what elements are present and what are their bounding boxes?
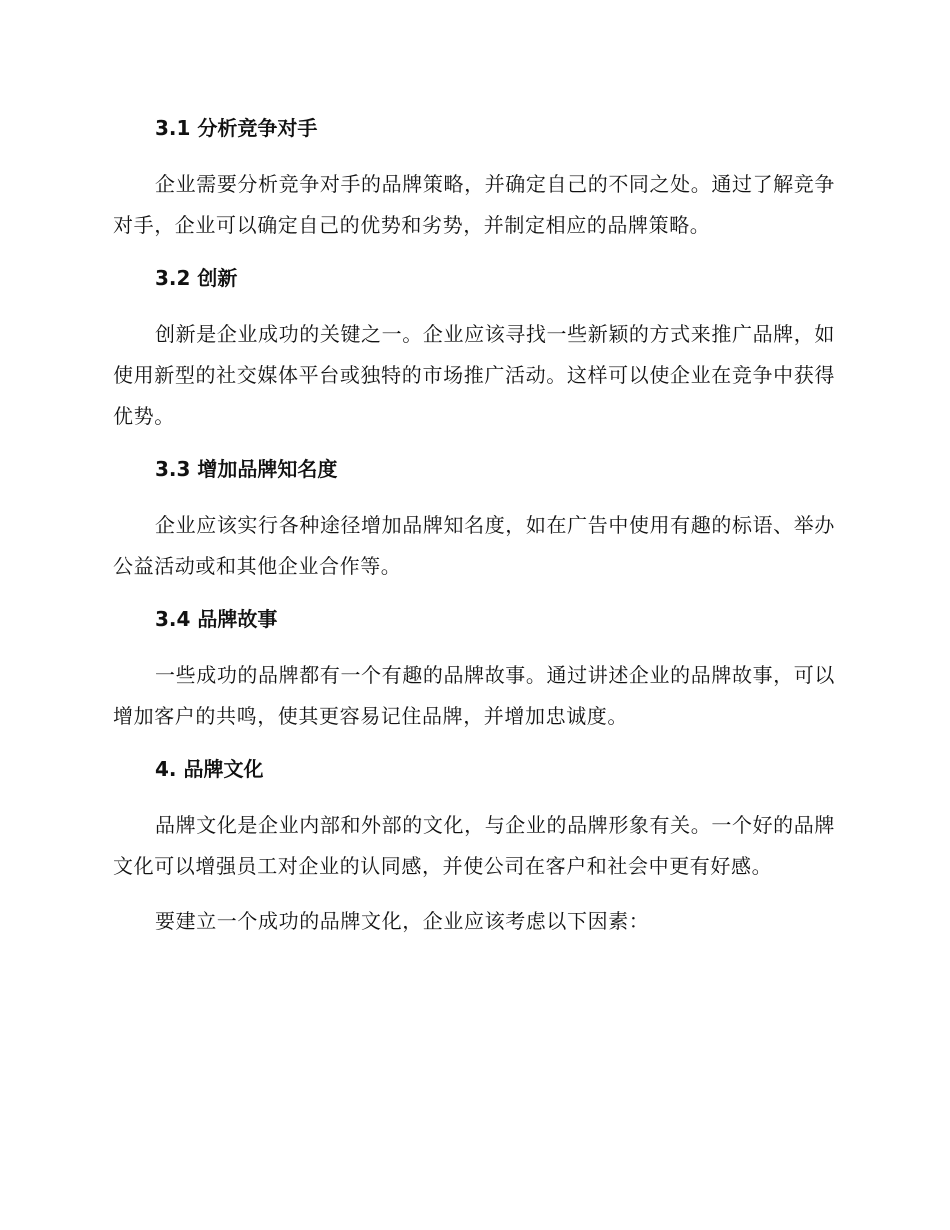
paragraph-brand-story: 一些成功的品牌都有一个有趣的品牌故事。通过讲述企业的品牌故事，可以增加客户的共鸣，使其更容易记住品牌，并增加忠诚度。 (113, 663, 835, 728)
section-heading-3-3: 3.3 增加品牌知名度 (155, 457, 338, 481)
paragraph-brand-culture-factors: 要建立一个成功的品牌文化，企业应该考虑以下因素： (155, 909, 650, 933)
document-page (113, 110, 835, 942)
section-heading-4: 4. 品牌文化 (155, 757, 264, 781)
section-heading-3-2: 3.2 创新 (155, 266, 238, 290)
section-heading-3-1: 3.1 分析竞争对手 (155, 116, 318, 140)
section-heading-3-4: 3.4 品牌故事 (155, 607, 278, 631)
paragraph-competitor-analysis: 企业需要分析竞争对手的品牌策略，并确定自己的不同之处。通过了解竞争对手，企业可以确定自己的优势和劣势，并制定相应的品牌策略。 (113, 172, 835, 237)
paragraph-innovation: 创新是企业成功的关键之一。企业应该寻找一些新颖的方式来推广品牌，如使用新型的社交媒体平台或独特的市场推广活动。这样可以使企业在竞争中获得优势。 (113, 322, 835, 428)
paragraph-brand-culture: 品牌文化是企业内部和外部的文化，与企业的品牌形象有关。一个好的品牌文化可以增强员工对企业的认同感，并使公司在客户和社会中更有好感。 (113, 813, 835, 878)
paragraph-brand-awareness: 企业应该实行各种途径增加品牌知名度，如在广告中使用有趣的标语、举办公益活动或和其他企业合作等。 (113, 513, 835, 578)
